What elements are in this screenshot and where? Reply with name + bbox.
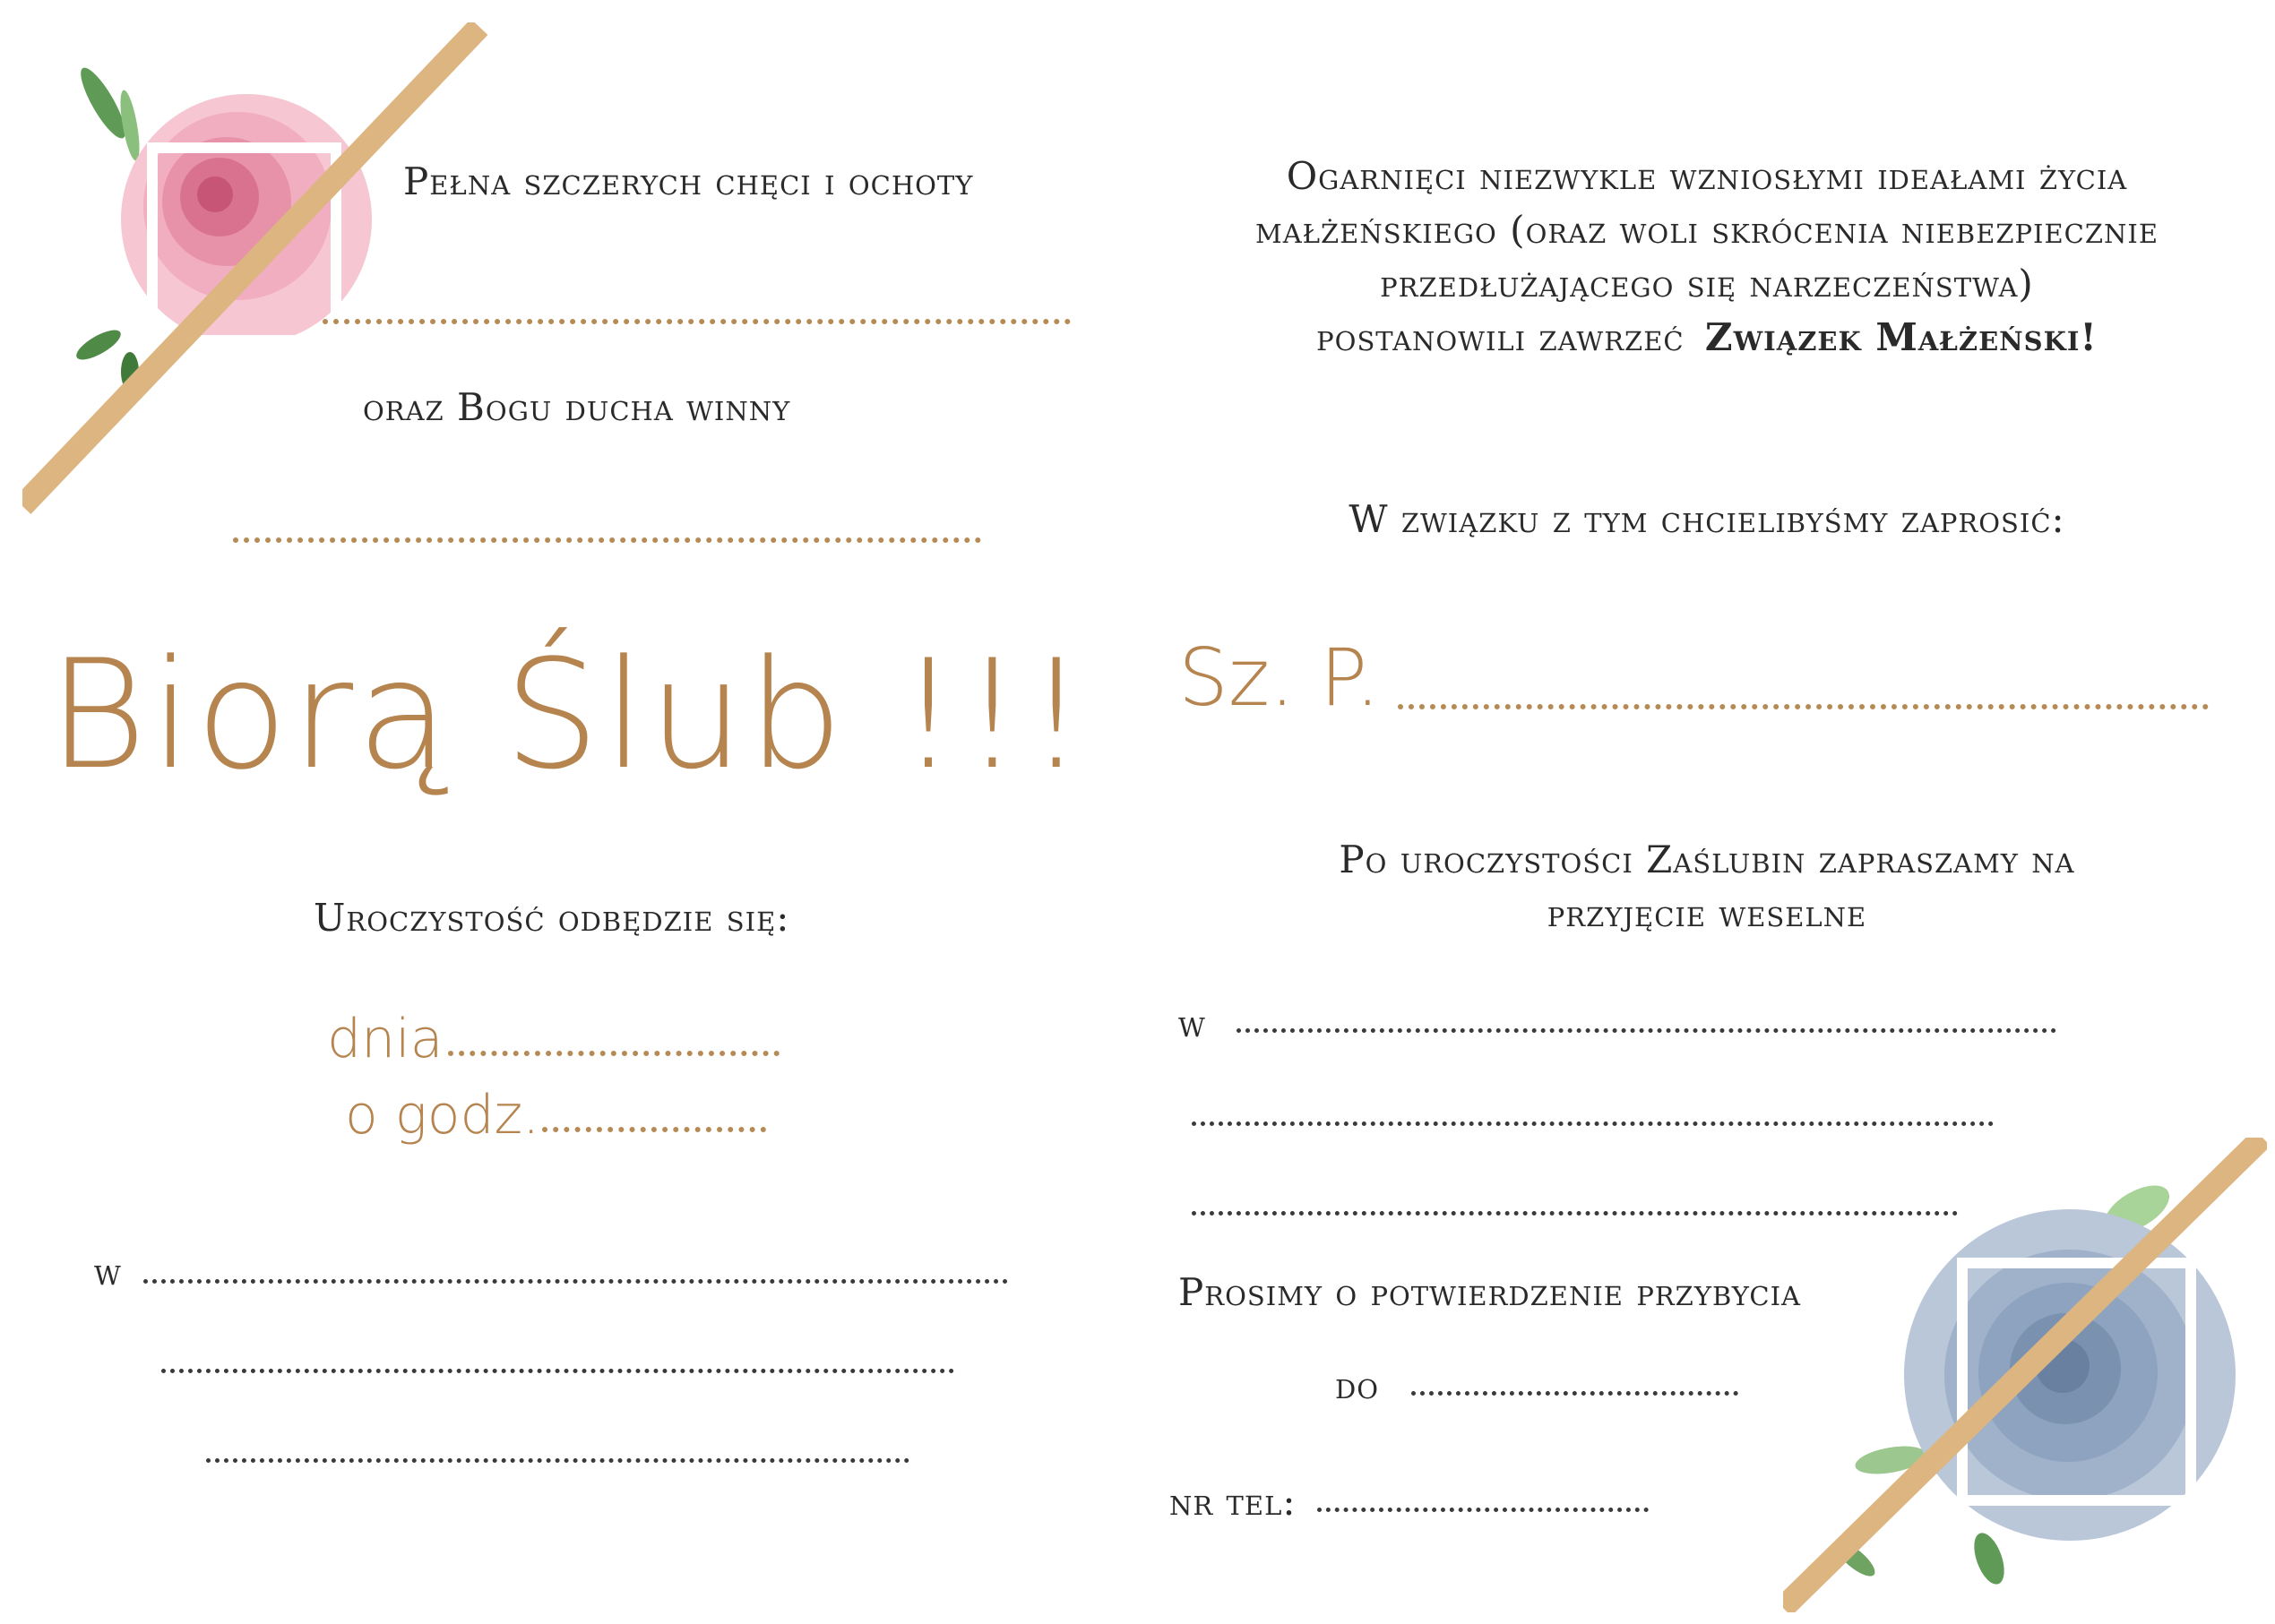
intro-line-2: małżeńskiego (oraz woli skrócenia niebezpiecznie — [1255, 208, 2159, 252]
intro-bold: Związek Małżeński! — [1704, 315, 2098, 359]
ceremony-label: Uroczystość odbędzie się: — [314, 896, 790, 940]
phone-dots — [1317, 1508, 1649, 1512]
date-dots — [448, 1051, 780, 1056]
left-place-dots-2 — [161, 1369, 954, 1373]
rsvp-line: Prosimy o potwierdzenie przybycia — [1178, 1270, 1801, 1314]
succulent-flower-icon — [1783, 1138, 2267, 1612]
intro-last: postanowili zawrzeć — [1316, 315, 1685, 359]
left-place-label: w — [94, 1250, 122, 1293]
date-label: dnia — [327, 1008, 444, 1070]
invite-line: W związku z tym chcielibyśmy zaprosić: — [1349, 497, 2065, 541]
guest-dots — [1398, 704, 2209, 709]
rsvp-until-label: do — [1335, 1363, 1380, 1407]
left-line2: oraz Bogu ducha winny — [363, 385, 791, 429]
guest-label: Sz. P. — [1178, 632, 1381, 724]
intro-line-4 — [1138, 315, 2275, 359]
left-place-dots-3 — [206, 1458, 909, 1463]
right-place-dots-1 — [1237, 1028, 2056, 1033]
phone-label: nr tel: — [1169, 1480, 1297, 1524]
time-label: o godz. — [345, 1084, 540, 1147]
left-line1: Pełna szczerych chęci i ochoty — [403, 159, 974, 203]
right-place-label: w — [1178, 1001, 1206, 1045]
rsvp-until-dots — [1411, 1391, 1738, 1396]
headline: Biorą Ślub !!! — [47, 627, 1090, 803]
right-place-dots-2 — [1192, 1121, 1994, 1126]
bride-name-dots — [323, 319, 1071, 324]
left-place-dots-1 — [143, 1279, 1008, 1284]
groom-name-dots — [233, 537, 981, 543]
reception-line-1: Po uroczystości Zaślubin zapraszamy na — [1339, 838, 2075, 881]
rose-flower-icon — [22, 22, 488, 524]
intro-line-3: przedłużającego się narzeczeństwa) — [1380, 262, 2034, 305]
time-dots — [542, 1127, 766, 1132]
intro-line-1: Ogarnięci niezwykle wzniosłymi ideałami życia — [1286, 154, 2128, 198]
reception-line-2: przyjęcie weselne — [1547, 891, 1867, 935]
right-invitation-page — [1138, 0, 2275, 1624]
